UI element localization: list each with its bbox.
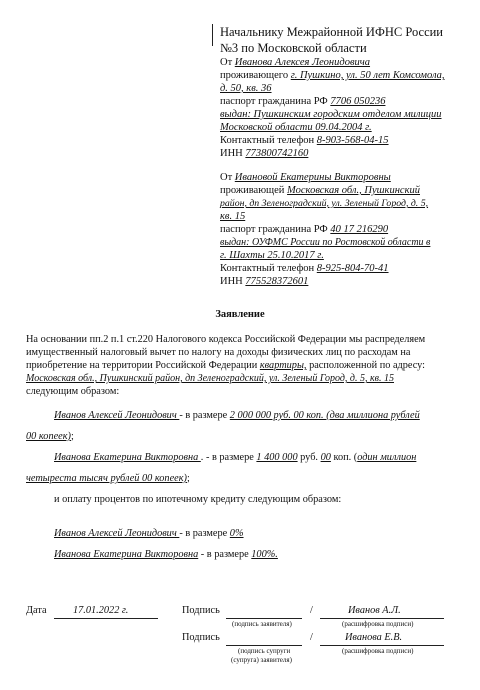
body-line-3: приобретение на территории Российской Федерации квартиры, расположенной по адресу: — [26, 360, 426, 371]
applicant2-address-2: район, дп Зеленоградский, ул. Зеленый Город, д. 5, — [220, 198, 429, 209]
text-cursor — [212, 24, 213, 46]
applicant1-address-2: д. 50, кв. 36 — [220, 83, 272, 94]
caption-decode-2: (расшифровка подписи) — [342, 647, 414, 655]
body-line-4: Московская обл., Пушкинский район, дп Зеленоградский, ул. Зеленый Город, д. 5, кв. 15 — [26, 373, 394, 384]
caption-decode-1: (расшифровка подписи) — [342, 620, 414, 628]
applicant1-phone: Контактный телефон 8-903-568-04-15 — [220, 135, 389, 146]
applicant1-passport: паспорт гражданина РФ 7706 050236 — [220, 96, 386, 107]
signature-decode-2: Иванова Е.В. — [345, 632, 403, 643]
applicant2-issued: выдан: ОУФМС России по Ростовской области в — [220, 237, 431, 248]
caption-applicant: (подпись заявителя) — [232, 620, 292, 628]
document-title: Заявление — [215, 309, 265, 320]
applicant2-issued-2: г. Шахты 25.10.2017 г. — [220, 250, 324, 261]
applicant2-phone: Контактный телефон 8-925-804-70-41 — [220, 263, 389, 274]
mortgage-person2: Иванова Екатерина Викторовна - в размере 100%. — [54, 549, 278, 560]
applicant1-address: проживающего г. Пушкино, ул. 50 лет Комсомола, — [220, 70, 445, 81]
recipient-line2: №3 по Московской области — [220, 41, 367, 55]
date-underline — [54, 618, 158, 619]
caption-spouse-1: (подпись супруги — [238, 647, 291, 655]
body-line-1: На основании пп.2 п.1 ст.220 Налогового кодекса Российской Федерации мы распределяем — [26, 334, 426, 345]
signature-line-2[interactable] — [226, 645, 302, 646]
applicant1-issued: выдан: Пушкинским городским отделом милиции — [220, 109, 442, 120]
slash-2: / — [310, 632, 313, 643]
body-line-5: следующим образом: — [26, 386, 120, 397]
applicant2-address: проживающей Московская обл., Пушкинский — [220, 185, 420, 196]
signature-label-1: Подпись — [182, 605, 220, 616]
decode-line-1 — [320, 618, 444, 619]
date-label: Дата — [26, 605, 47, 616]
date-value: 17.01.2022 г. — [73, 605, 129, 616]
signature-decode-1: Иванов А.Л. — [348, 605, 401, 616]
distribution-person2: Иванова Екатерина Викторовна . - в размере 1 400 000 руб. 00 коп. (один миллион — [54, 452, 417, 463]
slash-1: / — [310, 605, 313, 616]
decode-line-2 — [320, 645, 444, 646]
distribution-person1: Иванов Алексей Леонидович - в размере 2 000 000 руб. 00 коп. (два миллиона рублей — [54, 410, 420, 421]
signature-label-2: Подпись — [182, 632, 220, 643]
distribution-person2-cont: четыреста тысяч рублей 00 копеек); — [26, 473, 190, 484]
applicant1-issued-2: Московской области 09.04.2004 г. — [220, 122, 372, 133]
body-line-2: имущественный налоговый вычет по налогу на доходы физических лиц по расходам на — [26, 347, 411, 358]
applicant1-inn: ИНН 773800742160 — [220, 148, 309, 159]
distribution-person1-cont: 00 копеек); — [26, 431, 74, 442]
applicant2-address-3: кв. 15 — [220, 211, 246, 222]
mortgage-person1: Иванов Алексей Леонидович - в размере 0% — [54, 528, 244, 539]
signature-line-1[interactable] — [226, 618, 302, 619]
recipient-line1: Начальнику Межрайонной ИФНС России — [220, 25, 443, 39]
applicant2-from: От Ивановой Екатерины Викторовны — [220, 172, 391, 183]
applicant2-passport: паспорт гражданина РФ 40 17 216290 — [220, 224, 389, 235]
mortgage-intro: и оплату процентов по ипотечному кредиту следующим образом: — [54, 494, 342, 505]
caption-spouse-2: (супруга) заявителя) — [231, 656, 292, 664]
applicant1-from: От Иванова Алексея Леонидовича — [220, 57, 371, 68]
applicant2-inn: ИНН 775528372601 — [220, 276, 309, 287]
